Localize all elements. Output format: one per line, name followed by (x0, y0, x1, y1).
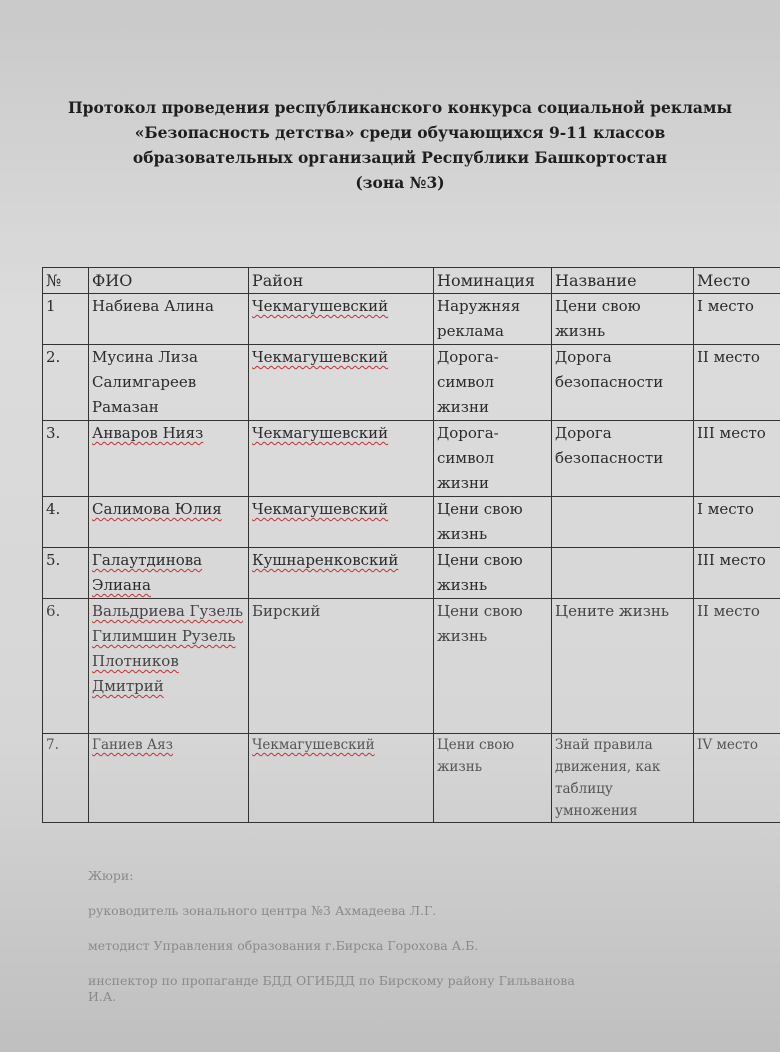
row-district: Чекмагушевский (249, 294, 434, 345)
table-row (43, 599, 780, 734)
row-place: I место (694, 294, 780, 345)
row-place: IV место (694, 734, 780, 823)
title-line-3: образовательных организаций Республики Башкортостан (132, 148, 668, 167)
title-line-2: «Безопасность детства» среди обучающихся 9-11 классов (134, 123, 666, 142)
row-title (552, 497, 694, 548)
results-table (42, 267, 780, 823)
header-fio: ФИО (89, 268, 249, 294)
row-place: I место (694, 497, 780, 548)
row-place: III место (694, 548, 780, 599)
row-fio: Ганиев Аяз (89, 734, 249, 823)
row-fio: Мусина Лиза Салимгареев Рамазан (89, 345, 249, 421)
jury-member-3: инспектор по пропаганде БДД ОГИБДД по Бирскому району Гильванова (88, 973, 575, 988)
row-number: 7. (43, 734, 89, 823)
row-fio: Салимова Юлия (89, 497, 249, 548)
row-nomination: Цени свою жизнь (434, 599, 552, 734)
row-fio: Галаутдинова Элиана (89, 548, 249, 599)
row-district: Кушнаренковский (249, 548, 434, 599)
row-place: III место (694, 421, 780, 497)
row-district: Чекмагушевский (249, 734, 434, 823)
row-district: Чекмагушевский (249, 345, 434, 421)
row-title: Знай правила движения, как таблицу умножения (552, 734, 694, 823)
row-number: 4. (43, 497, 89, 548)
table-row (43, 734, 780, 823)
jury-member-1: руководитель зонального центра №3 Ахмадеева Л.Г. (88, 903, 437, 918)
row-nomination: Наружняя реклама (434, 294, 552, 345)
table-row (43, 421, 780, 497)
row-title: Дорога безопасности (552, 421, 694, 497)
table-header-row (43, 268, 780, 294)
row-number: 6. (43, 599, 89, 734)
jury-heading: Жюри: (88, 868, 134, 883)
header-district: Район (249, 268, 434, 294)
row-nomination: Цени свою жизнь (434, 497, 552, 548)
row-fio: Анваров Нияз (89, 421, 249, 497)
row-fio: Набиева Алина (89, 294, 249, 345)
row-title: Цените жизнь (552, 599, 694, 734)
row-title (552, 548, 694, 599)
row-fio: Вальдриева Гузель Гилимшин Рузель Плотников Дмитрий (89, 599, 249, 734)
row-district: Бирский (249, 599, 434, 734)
row-district: Чекмагушевский (249, 497, 434, 548)
jury-section (88, 858, 748, 1005)
title-line-1: Протокол проведения республиканского конкурса социальной рекламы (68, 98, 732, 117)
row-place: II место (694, 599, 780, 734)
row-nomination: Цени свою жизнь (434, 548, 552, 599)
row-nomination: Дорога-символ жизни (434, 421, 552, 497)
row-place: II место (694, 345, 780, 421)
jury-member-3-cont: И.А. (88, 989, 117, 1004)
document-title (40, 95, 760, 195)
row-number: 5. (43, 548, 89, 599)
row-number: 3. (43, 421, 89, 497)
row-nomination: Дорога-символ жизни (434, 345, 552, 421)
header-place: Место (694, 268, 780, 294)
table-row (43, 497, 780, 548)
table-row (43, 548, 780, 599)
table-row (43, 294, 780, 345)
row-number: 1 (43, 294, 89, 345)
header-title: Название (552, 268, 694, 294)
row-title: Дорога безопасности (552, 345, 694, 421)
row-number: 2. (43, 345, 89, 421)
row-nomination: Цени свою жизнь (434, 734, 552, 823)
row-district: Чекмагушевский (249, 421, 434, 497)
table-row (43, 345, 780, 421)
row-title: Цени свою жизнь (552, 294, 694, 345)
title-line-4: (зона №3) (355, 173, 445, 192)
header-number: № (43, 268, 89, 294)
jury-member-2: методист Управления образования г.Бирска Горохова А.Б. (88, 938, 479, 953)
header-nomination: Номинация (434, 268, 552, 294)
